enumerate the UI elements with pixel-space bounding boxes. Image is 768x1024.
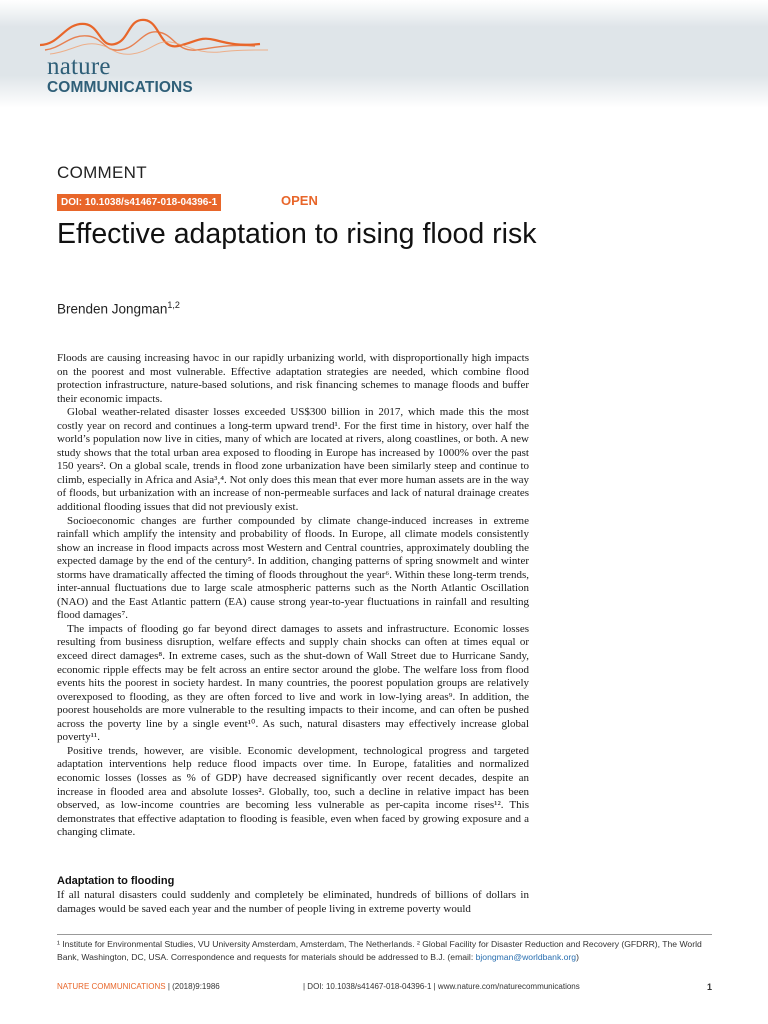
article-type: COMMENT bbox=[57, 163, 147, 182]
footer-citation: | (2018)9:1986 bbox=[165, 982, 220, 991]
affiliations-footnote bbox=[57, 938, 717, 963]
doi-badge[interactable]: DOI: 10.1038/s41467-018-04396-1 bbox=[57, 194, 221, 211]
footer-journal: NATURE COMMUNICATIONS bbox=[57, 982, 166, 991]
body-paragraph-continued: If all natural disasters could suddenly and completely be eliminated, hundreds of billions of dollars in damages would be saved each year and the number of people living in extreme poverty would bbox=[57, 889, 529, 915]
journal-banner bbox=[0, 0, 768, 108]
abstract-paragraph: Floods are causing increasing havoc in our rapidly urbanizing world, with disproportionally high impacts on the poorest and most vulnerable. Effective adaptation strategies are needed, which combine flood protection infrastructure, nature-based solutions, and risk financing schemes to manage floods and buffer their economic impacts. bbox=[57, 352, 529, 405]
page-footer bbox=[57, 982, 712, 991]
section-heading: Adaptation to flooding bbox=[57, 875, 175, 887]
email-link[interactable]: bjongman@worldbank.org bbox=[475, 951, 577, 962]
article-title: Effective adaptation to rising flood risk bbox=[57, 218, 537, 250]
footnote-text: ¹ Institute for Environmental Studies, VU University Amsterdam, Amsterdam, The Netherlands. ² Global Facility for Disaster Reduction and Recovery (GFDRR), The World Bank, Washington, DC, USA. Correspondence and requests for materials should be addressed to B.J. (email: bbox=[57, 939, 702, 962]
journal-logo-nature: nature bbox=[47, 53, 111, 80]
author-affiliation: 1,2 bbox=[167, 300, 180, 310]
article-body bbox=[57, 352, 529, 840]
footnote-divider bbox=[57, 934, 712, 935]
footnote-text-end: ) bbox=[576, 951, 579, 962]
footer-doi[interactable]: | DOI: 10.1038/s41467-018-04396-1 | www.nature.com/naturecommunications bbox=[303, 982, 580, 991]
body-paragraph: Positive trends, however, are visible. Economic development, technological progress and targeted adaptation interventions help reduce flood impacts over time. In Europe, fatalities and normalized economic losses (losses as % of GDP) have decreased significantly over recent decades, despite an increase in flooded area and absolute losses². Globally, too, such a decline in relative impact has been observed, as low-income countries are becoming less vulnerable as per-capita income rises¹². This demonstrates that effective adaptation to flooding is feasible, even when faced by growing exposure and a changing climate. bbox=[57, 744, 529, 839]
body-paragraph: Socioeconomic changes are further compounded by climate change-induced increases in extreme rainfall which amplify the intensity and probability of floods. In Europe, all climate models consistently show an increase in flood impacts across most Western and Central countries, approximately doubling the expected damage by the end of the century⁵. In addition, changing patterns of spring snowmelt and winter storms have dramatically affected the timing of floods throughout the year⁶. Within these long-term trends, inter-annual fluctuations due to large scale atmospheric patterns such as the North Atlantic Oscillation (NAO) and the East Atlantic pattern (EA) cause strong year-to-year fluctuations in rainfall and resulting flood damages⁷. bbox=[57, 514, 529, 622]
body-paragraph: Global weather-related disaster losses exceeded US$300 billion in 2017, which made this the most costly year on record and continues a long-term upward trend¹. For the first time in history, over half the world’s population now live in cities, many of which are located at rivers, along coastlines, or both. A new study shows that the total urban area exposed to flooding in Europe has increased by 1000% over the past 150 years². On a global scale, trends in flood zone urbanization have been similarly steep and continue to climb, especially in Africa and Asia³,⁴. Not only does this mean that ever more human assets are in the way of floods, but urbanization with an increase of non-permeable surfaces and lack of natural drainage creates additional flooding issues that did not previously exist. bbox=[57, 406, 529, 514]
open-access-label: OPEN bbox=[281, 193, 318, 208]
journal-logo-communications: COMMUNICATIONS bbox=[47, 79, 193, 96]
author-line bbox=[57, 300, 180, 317]
page-number: 1 bbox=[706, 982, 712, 992]
author-name[interactable]: Brenden Jongman bbox=[57, 301, 168, 317]
body-paragraph: The impacts of flooding go far beyond direct damages to assets and infrastructure. Economic losses resulting from business disruption, welfare effects and supply chain shocks can often at times equal or exceed direct damages⁸. In extreme cases, such as the shut-down of Wall Street due to Hurricane Sandy, economic ripple effects may be felt across an entire sector around the globe. The welfare loss from flood events hits the poorest in society hardest. In many countries, the poorest population groups are relatively overexposed to flooding, as they are often forced to live and work in low-lying areas⁹. In addition, the poorest households are more vulnerable to the resulting impacts to their income, and can often be pushed across the poverty line by a single event¹⁰. As such, natural disasters may effectively increase global poverty¹¹. bbox=[57, 622, 529, 744]
